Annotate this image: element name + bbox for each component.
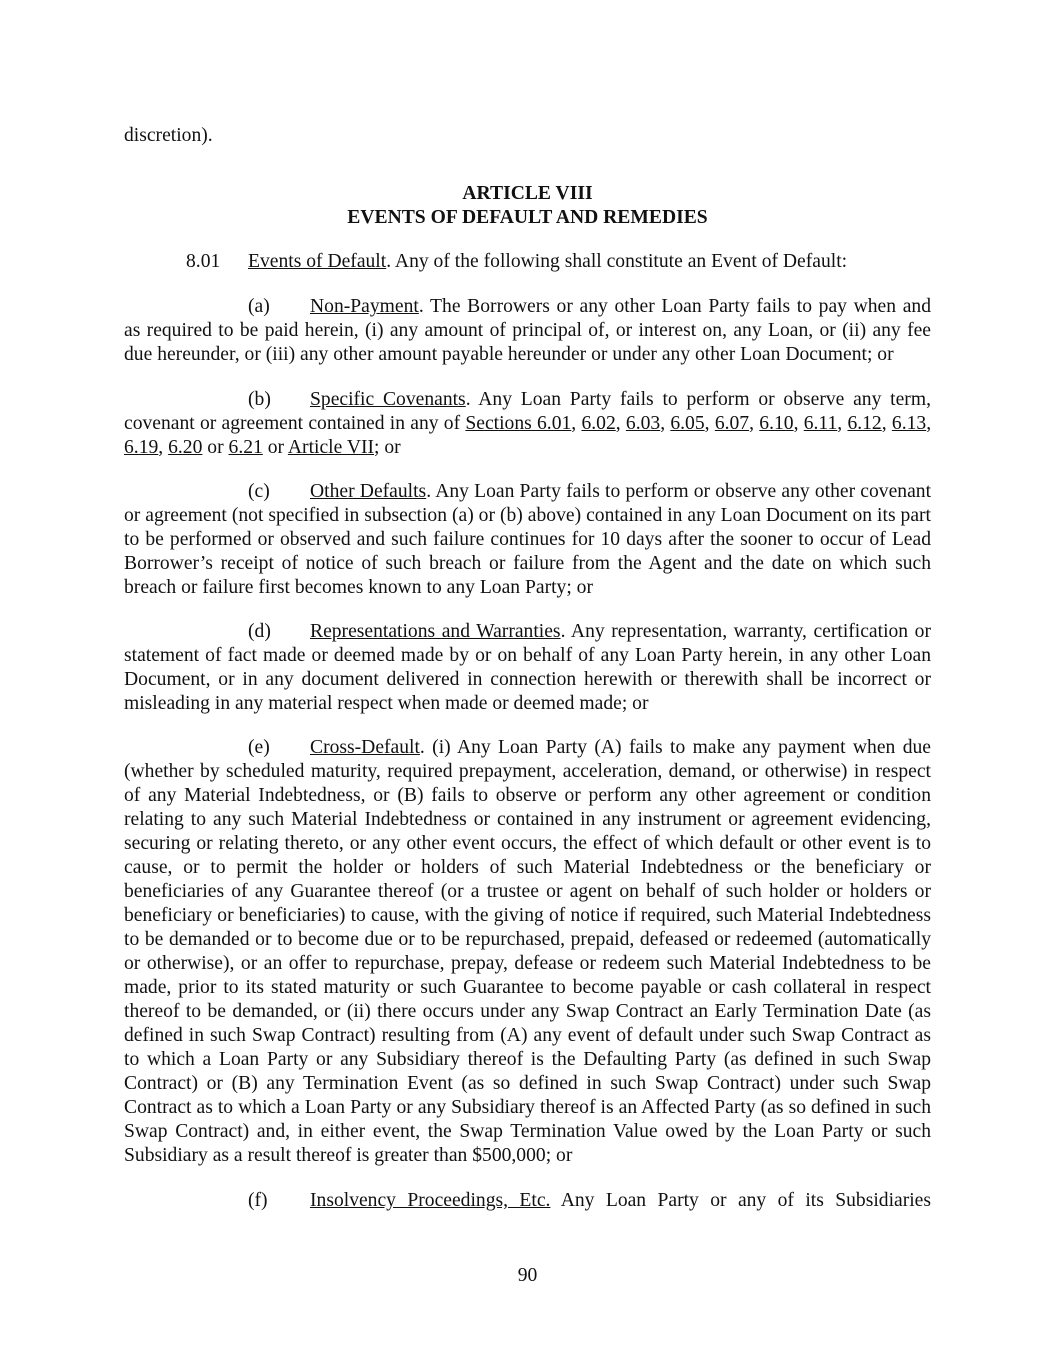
clause-label: (d) [248,621,271,642]
continuation-text: discretion). [124,125,213,146]
clause-heading: Other Defaults [310,481,427,502]
clause-label: (a) [248,296,270,317]
section-reference: 6.10 [759,413,794,434]
conjunction: or [207,437,224,458]
clause-d [124,620,931,716]
article-number: ARTICLE VIII [462,183,593,204]
section-text: . Any of the following shall constitute an Event of Default: [386,251,848,272]
document-page [124,124,931,1213]
section-reference: 6.05 [670,413,705,434]
section-reference: 6.03 [625,413,661,434]
section-reference: 6.02 [581,413,616,434]
clause-text: . Any Loan Party fails to perform or observe any term, covenant or agreement contained in any of [124,389,931,434]
clause-heading: Non-Payment [310,296,419,317]
section-reference: 6.12 [847,413,882,434]
section-reference: 6.11 [803,413,838,434]
clause-b: (b) Specific Covenants. Any Loan Party fails to perform or observe any term, covenant or agreement contained in any of Sections 6.01, 6.02, 6.03, 6.05, 6.07, 6.10, 6.11, 6.12, 6.13, 6.19, 6.20 or 6.21 or Article VII; or [124,389,932,458]
clause-text: . Any representation, warranty, certification or statement of fact made or deemed made by or on behalf of any Loan Party herein, in any other Loan Document, or in any document delivered in connection herewith or therewith shall be incorrect or misleading in any material respect when made or deemed made; or [124,621,931,714]
clause-c [124,480,931,600]
section-number: 8.01 [186,251,221,272]
section-reference: Sections 6.01 [465,413,572,434]
article-title: EVENTS OF DEFAULT AND REMEDIES [347,207,708,228]
clause-text: Any Loan Party or any of its Subsidiaries [550,1190,931,1211]
section-reference: 6.13 [891,413,927,434]
clause-heading: Cross-Default [310,737,420,758]
clause-label: (b) [248,389,271,410]
page-number: 90 [517,1265,538,1286]
clause-text: . Any Loan Party fails to perform or observe any other covenant or agreement (not specified in subsection (a) or (b) above) contained in any Loan Document on its part to be performed or observed and such failure continues for 10 days after the sooner to occur of Lead Borrower’s receipt of notice of such breach or failure from the Agent and the date on which such breach or failure first becomes known to any Loan Party; or [124,481,932,598]
section-reference: 6.21 [228,437,263,458]
clause-heading: Insolvency Proceedings, Etc. [310,1190,551,1211]
section-reference: 6.20 [168,437,203,458]
conjunction: or [267,437,285,458]
clause-heading: Specific Covenants [310,389,466,410]
clause-label: (c) [248,481,270,502]
clause-label: (f) [248,1190,268,1211]
section-heading: Events of Default [248,251,387,272]
clause-tail: ; or [374,437,401,458]
article-reference: Article VII [287,437,375,458]
section-reference: 6.07 [714,413,750,434]
clause-f [124,1189,931,1213]
clause-text: . The Borrowers or any other Loan Party fails to pay when and as required to be paid herein, (i) any amount of principal of, or interest on, any Loan, or (ii) any fee due hereunder, or (iii) any other amount payable hereunder or under any other Loan Document; or [124,296,931,365]
clause-e [124,736,931,1168]
section-reference: 6.19 [124,437,159,458]
clause-label: (e) [248,737,270,758]
clause-heading: Representations and Warranties [310,621,561,642]
clause-a [124,295,931,367]
section-8-01 [124,250,931,274]
clause-text: . (i) Any Loan Party (A) fails to make any payment when due (whether by scheduled maturity, required prepayment, acceleration, demand, or otherwise) in respect of any Material Indebtedness, or (B) fails to observe or perform any other agreement or condition relating to any such Material Indebtedness or contained in any instrument or agreement evidencing, securing or relating thereto, or any other event occurs, the effect of which default or other event is to cause, or to permit the holder or holders of such Material Indebtedness or the beneficiary or beneficiaries of any Guarantee thereof (or a trustee or agent on behalf of such holder or holders or beneficiary or beneficiaries) to cause, with the giving of notice if required, such Material Indebtedness to be demanded or to become due or to be repurchased, prepaid, defeased or redeemed (automatically or otherwise), or an offer to repurchase, prepay, defease or redeem such Material Indebtedness to be made, prior to its stated maturity or such Guarantee to become payable or cash collateral in respect thereof to be demanded, or (ii) there occurs under any Swap Contract an Early Termination Date (as defined in such Swap Contract) resulting from (A) any event of default under such Swap Contract as to which a Loan Party or any Subsidiary thereof is the Defaulting Party (as defined in such Swap Contract) or (B) any Termination Event (as so defined in such Swap Contract) under such Swap Contract as to which a Loan Party or any Subsidiary thereof is an Affected Party (as so defined in such Swap Contract) and, in either event, the Swap Termination Value owed by the Loan Party or such Subsidiary as a result thereof is greater than $500,000; or [124,737,931,1166]
